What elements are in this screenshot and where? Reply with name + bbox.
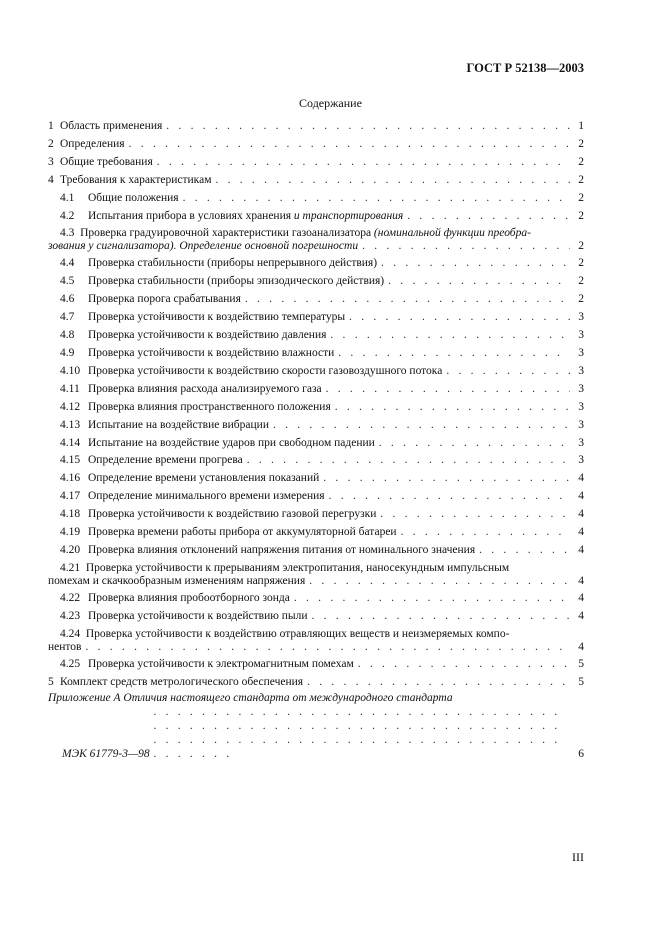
leader-dots: [312, 608, 571, 626]
toc-page-number: 4: [578, 640, 584, 653]
toc-entry-4-18[interactable]: 4.18 Проверка устойчивости к воздействию газовой перегрузки . . . 4: [48, 506, 584, 524]
toc-page-number: 2: [578, 173, 584, 186]
toc-entry-appendix-a[interactable]: [48, 691, 584, 761]
toc-page-number: 2: [578, 191, 584, 204]
toc-page-number: 4: [578, 472, 584, 485]
toc-page-number: 4: [578, 591, 584, 604]
toc-entry-4-20[interactable]: 4.20 Проверка влияния отклонений напряжения питания от номинального значения . . . 4: [48, 542, 584, 560]
page-number: III: [572, 850, 584, 864]
leader-dots: [407, 208, 570, 226]
leader-dots: [166, 118, 570, 136]
toc-entry-4-5[interactable]: 4.5 Проверка стабильности (приборы эпизодического действия) . . . 2: [48, 273, 584, 291]
toc-entry-text: Проверка устойчивости к воздействию скорости газовоздушного потока: [88, 364, 443, 377]
toc-entry-4-21[interactable]: [48, 562, 584, 588]
toc-entry-4-22[interactable]: 4.22 Проверка влияния пробоотборного зонда . . . 4: [48, 590, 584, 608]
toc-entry-number: 4.3: [60, 227, 75, 240]
toc-page-number: 3: [578, 311, 584, 324]
toc-entry-4-4[interactable]: 4.4 Проверка стабильности (приборы непрерывного действия) . . . 2: [48, 255, 584, 273]
toc-page-number: 4: [578, 526, 584, 539]
toc-page-number: 5: [578, 657, 584, 670]
leader-dots: [247, 452, 570, 470]
contents-title: Содержание: [299, 96, 362, 110]
toc-entry-4-6[interactable]: 4.6 Проверка порога срабатывания . . . 2: [48, 291, 584, 309]
leader-dots: [379, 435, 570, 453]
toc-page-number: 3: [578, 329, 584, 342]
toc-entry-text-continued: помехам и скачкообразным изменениям напряжения: [48, 574, 306, 587]
toc-entry-4-16[interactable]: 4.16 Определение времени установления показаний . . . 4: [48, 470, 584, 488]
leader-dots: [183, 190, 570, 208]
toc-entry-text: Проверка стабильности (приборы непрерывного действия): [88, 257, 378, 270]
toc-page-number: 4: [578, 574, 584, 587]
toc-page-number: 4: [578, 508, 584, 521]
leader-dots: [85, 641, 570, 654]
toc-entry-1[interactable]: 1 Область применения . . . 1: [48, 118, 584, 136]
leader-dots: [323, 470, 570, 488]
toc-page-number: 6: [578, 748, 584, 761]
toc-page-number: 2: [578, 257, 584, 270]
toc-entry-text: Требования к характеристикам: [60, 173, 212, 186]
leader-dots: [307, 674, 570, 692]
leader-dots: [401, 524, 570, 542]
toc-entry-4-2[interactable]: 4.2 Испытания прибора в условиях хранения и транспортирования . . . 2: [48, 208, 584, 226]
leader-dots: [358, 656, 570, 674]
toc-entry-4-17[interactable]: 4.17 Определение минимального времени измерения . . . 4: [48, 488, 584, 506]
toc-entry-text-continued: нентов: [48, 640, 82, 653]
document-code: ГОСТ Р 52138—2003: [466, 61, 584, 75]
toc-entry-text: Область применения: [60, 120, 163, 132]
toc-entry-3[interactable]: 3 Общие требования . . . 2: [48, 154, 584, 172]
leader-dots: [362, 240, 570, 253]
leader-dots: [330, 327, 570, 345]
toc-entry-4-13[interactable]: 4.13 Испытание на воздействие вибрации . . . 3: [48, 417, 584, 435]
toc-entry-2[interactable]: 2 Определения . . . 2: [48, 136, 584, 154]
toc-entry-text: Проверка устойчивости к воздействию отравляющих веществ и неизмеряемых компо-: [85, 627, 510, 640]
appendix-title-continued: МЭК 61779-3—98: [62, 748, 150, 761]
toc-page-number: 2: [578, 209, 584, 222]
toc-page-number: 2: [578, 155, 584, 168]
toc-page-number: 4: [578, 543, 584, 556]
toc-entry-text: Испытание на воздействие ударов при свободном падении: [88, 436, 375, 449]
toc-entry-4-3[interactable]: [48, 227, 584, 253]
toc-page-number: 2: [578, 293, 584, 306]
leader-dots: [479, 542, 570, 560]
toc-entry-text: Проверка влияния отклонений напряжения питания от номинального значения: [88, 543, 476, 556]
toc-page-number: 3: [578, 364, 584, 377]
toc-entry-text: Проверка устойчивости к воздействию газовой перегрузки: [88, 508, 377, 521]
toc-entry-text: Определение времени установления показаний: [88, 472, 320, 485]
toc-page-number: 2: [578, 240, 584, 253]
toc-entry-4-10[interactable]: 4.10 Проверка устойчивости к воздействию скорости газовоздушного потока . . . 3: [48, 363, 584, 381]
toc-page-number: 4: [578, 609, 584, 622]
leader-dots: [273, 417, 570, 435]
toc-page-number: 1: [578, 120, 584, 132]
toc-entry-text: Проверка устойчивости к прерываниям электропитания, наносекундным импульсным: [85, 561, 510, 574]
toc-entry-text: Общие положения: [88, 191, 179, 204]
leader-dots: [388, 273, 570, 291]
toc-entry-4-19[interactable]: 4.19 Проверка времени работы прибора от аккумуляторной батареи . . . 4: [48, 524, 584, 542]
toc-page-number: 3: [578, 454, 584, 467]
toc-entry-4-12[interactable]: 4.12 Проверка влияния пространственного положения . . . 3: [48, 399, 584, 417]
toc-entry-4-23[interactable]: 4.23 Проверка устойчивости к воздействию пыли . . . 4: [48, 608, 584, 626]
leader-dots: [215, 172, 570, 190]
toc-entry-text-italic: (номинальной функции преобра-: [373, 227, 531, 240]
toc-entry-4-7[interactable]: 4.7 Проверка устойчивости к воздействию температуры . . . 3: [48, 309, 584, 327]
toc-entry-text: Проверка влияния пробоотборного зонда: [88, 591, 290, 604]
leader-dots: [329, 488, 570, 506]
toc-entry-4-24[interactable]: [48, 628, 584, 654]
appendix-title: Приложение А Отличия настоящего стандарта от международного стандарта: [48, 692, 453, 705]
leader-dots: [245, 291, 570, 309]
leader-dots: [157, 154, 570, 172]
toc-entry-text: Комплект средств метрологического обеспечения: [60, 675, 304, 688]
leader-dots: [380, 506, 570, 524]
toc-entry-text: Проверка влияния расхода анализируемого газа: [88, 382, 322, 395]
toc-entry-4-8[interactable]: 4.8 Проверка устойчивости к воздействию давления . . . 3: [48, 327, 584, 345]
leader-dots: [309, 575, 570, 588]
leader-dots: [349, 309, 570, 327]
toc-page-number: 3: [578, 400, 584, 413]
toc-entry-4-11[interactable]: 4.11 Проверка влияния расхода анализируемого газа . . . 3: [48, 381, 584, 399]
toc-entry-text: Проверка устойчивости к воздействию давления: [88, 329, 327, 342]
toc-page-number: 3: [578, 436, 584, 449]
toc-page-number: 2: [578, 275, 584, 288]
toc-entry-text: Проверка влияния пространственного положения: [88, 400, 331, 413]
toc-entry-number: 4.24: [60, 627, 81, 640]
toc-entry-text: Определение времени прогрева: [88, 454, 243, 467]
toc-entry-text: Определение минимального времени измерения: [88, 490, 325, 503]
leader-dots: [338, 345, 570, 363]
toc-entry-text: Общие требования: [60, 155, 153, 168]
toc-entry-text-italic: и транспортирования: [293, 209, 404, 222]
toc-entry-4[interactable]: 4 Требования к характеристикам . . . 2: [48, 172, 584, 190]
table-of-contents: [48, 118, 584, 761]
toc-entry-4-1[interactable]: 4.1 Общие положения . . . 2: [48, 190, 584, 208]
leader-dots: [446, 363, 570, 381]
toc-entry-5[interactable]: 5 Комплект средств метрологического обеспечения . . . 5: [48, 674, 584, 692]
toc-entry-text: Проверка устойчивости к воздействию влажности: [88, 346, 335, 359]
toc-entry-text: Проверка устойчивости к воздействию температуры: [88, 311, 346, 324]
leader-dots: [129, 136, 570, 154]
toc-entry-text: Проверка устойчивости к электромагнитным помехам: [88, 657, 354, 670]
toc-page-number: 3: [578, 346, 584, 359]
toc-entry-text: Проверка градуировочной характеристики газоанализатора: [80, 227, 372, 240]
toc-entry-4-25[interactable]: 4.25 Проверка устойчивости к электромагнитным помехам . . . 5: [48, 656, 584, 674]
leader-dots: [326, 381, 570, 399]
toc-page-number: 3: [578, 418, 584, 431]
leader-dots: [154, 705, 570, 761]
toc-entry-text: Испытания прибора в условиях хранения: [88, 209, 292, 222]
toc-page-number: 3: [578, 382, 584, 395]
toc-entry-4-15[interactable]: 4.15 Определение времени прогрева . . . 3: [48, 452, 584, 470]
leader-dots: [381, 255, 570, 273]
toc-entry-text: Проверка времени работы прибора от аккумуляторной батареи: [88, 526, 397, 539]
toc-entry-text: Проверка порога срабатывания: [88, 293, 241, 306]
toc-entry-text: Определения: [60, 137, 125, 150]
toc-entry-text: Проверка стабильности (приборы эпизодического действия): [88, 275, 385, 288]
leader-dots: [335, 399, 570, 417]
leader-dots: [294, 590, 570, 608]
toc-entry-text: Проверка устойчивости к воздействию пыли: [88, 609, 308, 622]
toc-entry-text: Испытание на воздействие вибрации: [88, 418, 269, 431]
toc-entry-text-continued: зования у сигнализатора). Определение основной погрешности: [48, 240, 359, 253]
toc-entry-4-9[interactable]: 4.9 Проверка устойчивости к воздействию влажности . . . 3: [48, 345, 584, 363]
toc-page-number: 5: [578, 675, 584, 688]
toc-page-number: 2: [578, 137, 584, 150]
toc-entry-number: 4.21: [60, 561, 81, 574]
toc-entry-4-14[interactable]: 4.14 Испытание на воздействие ударов при свободном падении . . . 3: [48, 435, 584, 453]
toc-page-number: 4: [578, 490, 584, 503]
